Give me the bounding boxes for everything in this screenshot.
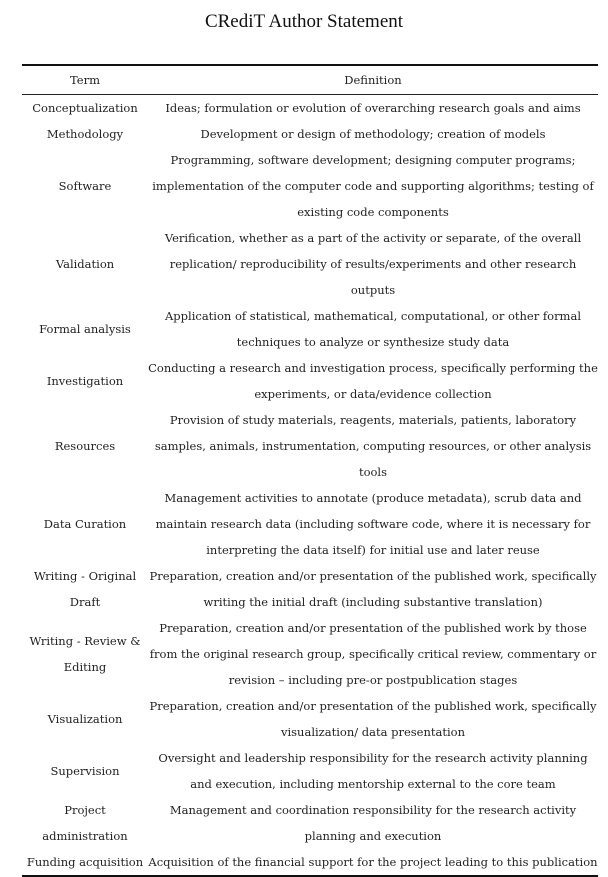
definition-cell: Preparation, creation and/or presentation of the published work by those from the original research group, specifically critical review, commentary or revision – including pre-or postpublication stages [149,621,597,687]
definition-cell: Management and coordination responsibility for the research activity planning and execution [169,803,577,843]
table-row [22,147,598,225]
term-cell [22,95,148,121]
term-text: Methodology [46,127,124,141]
table-row [22,95,598,121]
term-text: Resources [54,439,116,453]
table-row [22,121,598,147]
term-cell [22,849,148,875]
term-cell [22,615,148,693]
column-header-term: Term [70,73,100,87]
table-row [22,355,598,407]
term-text: Investigation [46,374,124,388]
term-text: Conceptualization [32,101,138,115]
term-text: Validation [55,257,115,271]
term-cell [22,745,148,797]
term-cell [22,407,148,485]
table-row [22,693,598,745]
definition-cell: Development or design of methodology; creation of models [200,127,546,141]
term-text: Formal analysis [39,322,131,336]
table-row [22,563,598,615]
definition-cell: Oversight and leadership responsibility for the research activity planning and execution, including mentorship external to the core team [158,751,588,791]
definition-cell: Acquisition of the financial support for the project leading to this publication [148,855,598,869]
table-row [22,797,598,849]
definition-cell: Preparation, creation and/or presentation of the published work, specifically visualization/ data presentation [149,699,597,739]
table-row [22,407,598,485]
term-cell [22,693,148,745]
definition-cell: Provision of study materials, reagents, materials, patients, laboratory samples, animals, instrumentation, computing resources, or other analysis tools [154,413,592,479]
term-cell [22,563,148,615]
table-header-row [22,66,598,95]
term-cell [22,797,148,849]
page-title: CRediT Author Statement [204,11,404,32]
table-row [22,485,598,563]
term-text: Project administration [42,803,128,843]
term-cell [22,147,148,225]
table-row [22,615,598,693]
term-text: Writing - Original Draft [33,569,137,609]
definition-cell: Programming, software development; designing computer programs; implementation of the computer code and supporting algorithms; testing of existing code components [152,153,594,219]
term-text: Software [58,179,112,193]
term-text: Visualization [47,712,123,726]
definition-cell: Preparation, creation and/or presentation of the published work, specifically writing the initial draft (including substantive translation) [149,569,597,609]
definition-cell: Conducting a research and investigation process, specifically performing the experiments, or data/evidence collection [148,361,598,401]
definition-cell: Management activities to annotate (produce metadata), scrub data and maintain research data (including software code, where it is necessary for interpreting the data itself) for initial use and later reuse [155,491,591,557]
term-text: Funding acquisition [26,855,144,869]
term-cell [22,355,148,407]
term-text: Data Curation [43,517,127,531]
term-cell [22,485,148,563]
table-row [22,303,598,355]
term-text: Writing - Review & Editing [29,634,141,674]
definition-cell: Ideas; formulation or evolution of overarching research goals and aims [165,101,581,115]
table-row [22,745,598,797]
table-row [22,849,598,875]
term-text: Supervision [50,764,120,778]
definition-cell: Verification, whether as a part of the activity or separate, of the overall replication/ reproducibility of results/experiments and other research outputs [164,231,582,297]
term-cell [22,121,148,147]
credit-table [22,64,598,877]
definition-cell: Application of statistical, mathematical, computational, or other formal techniques to analyze or synthesize study data [165,309,581,349]
column-header-definition: Definition [344,73,402,87]
table-row [22,225,598,303]
term-cell [22,225,148,303]
term-cell [22,303,148,355]
